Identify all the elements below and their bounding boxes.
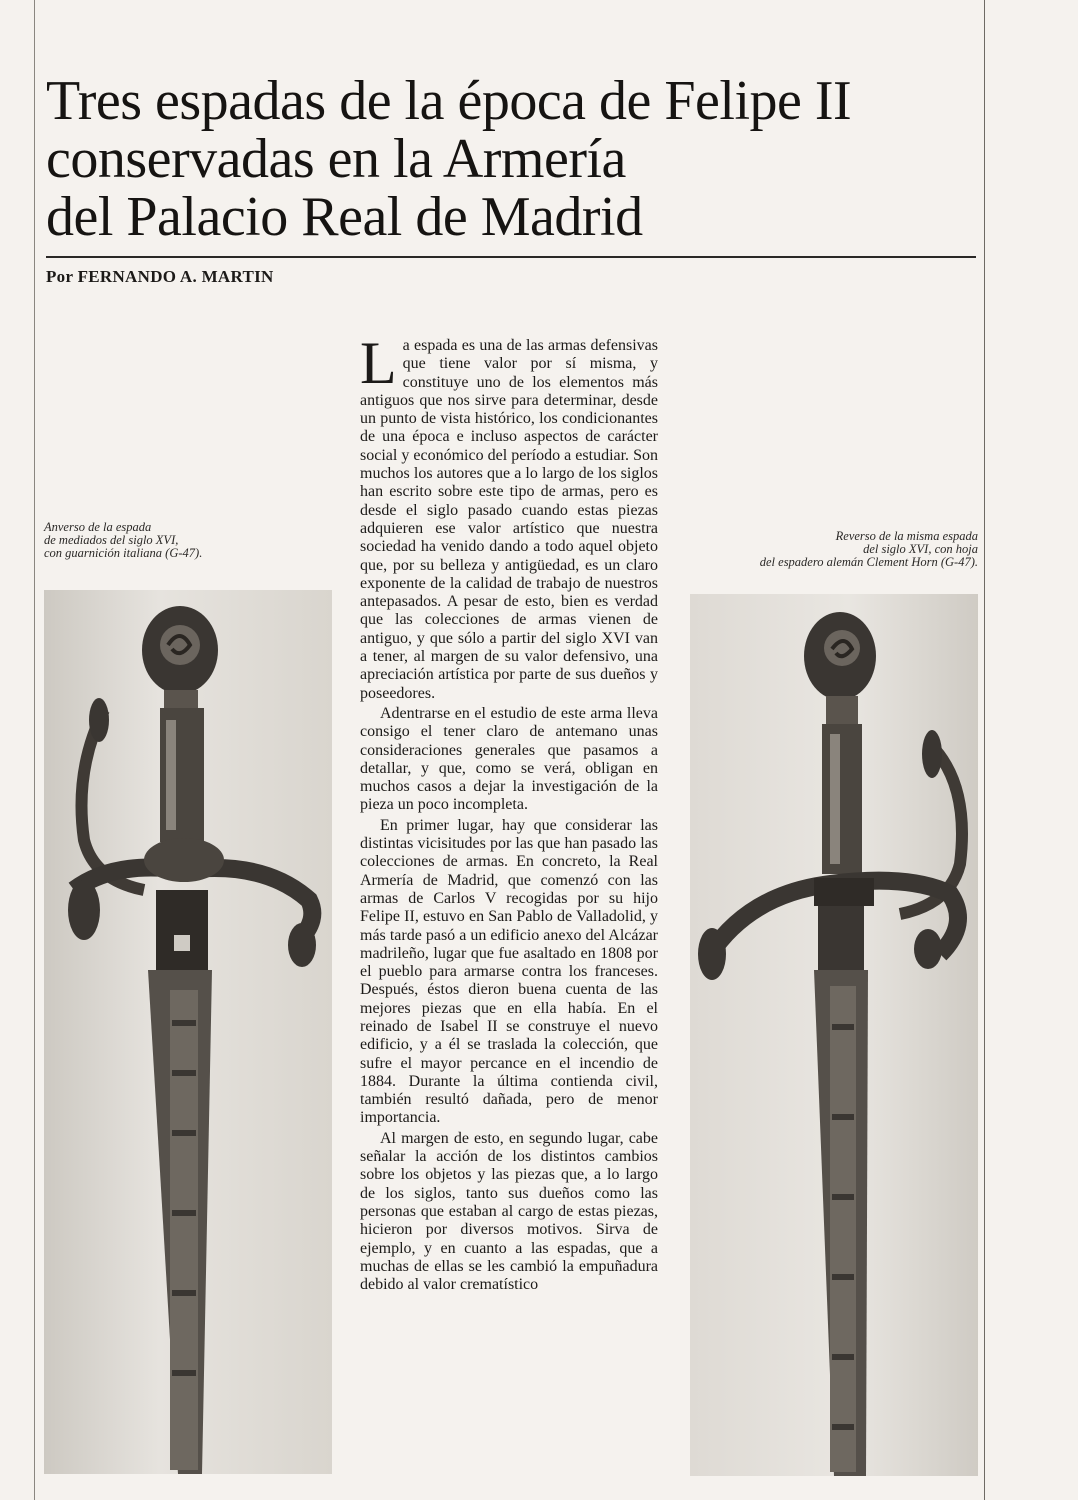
drop-cap: L	[360, 330, 397, 396]
sword-obverse-illustration	[44, 590, 332, 1474]
caption-left-line-3: con guarnición italiana (G-47).	[44, 546, 203, 560]
caption-right-line-1: Reverso de la misma espada	[835, 529, 978, 543]
byline: Por FERNANDO A. MARTIN	[46, 267, 274, 286]
article-title	[46, 72, 976, 246]
caption-left	[44, 521, 202, 560]
title-divider	[46, 256, 976, 258]
title-line-2: conservadas en la Armería	[46, 128, 626, 190]
article-paragraph-2: Adentrarse en el estudio de este arma lleva consigo el tener claro de antemano unas consideraciones generales que pasamos a detallar, y que, como se verá, obligan en muchos casos a dejar la investigación de la pieza un poco incompleta.	[360, 704, 658, 814]
caption-left-line-2: de mediados del siglo XVI,	[44, 533, 179, 547]
caption-right-line-3: del espadero alemán Clement Horn (G-47).	[759, 555, 978, 569]
left-margin-rule	[34, 0, 35, 1500]
sword-reverse-photo	[690, 594, 978, 1476]
right-margin-rule	[984, 0, 985, 1500]
caption-right	[720, 530, 978, 569]
sword-reverse-illustration	[690, 594, 978, 1476]
caption-right-line-2: del siglo XVI, con hoja	[863, 542, 978, 556]
paragraph-1-text: a espada es una de las armas defensivas que tiene valor por sí misma, y constituye uno de los elementos más antiguos que nos sirve para determinar, desde un punto de vista histórico, los condicionantes de una época e incluso aspectos de carácter social y económico del período a estudiar. Son muchos los autores que a lo largo de los siglos han escrito sobre este tipo de armas, pero es desde el siglo pasado cuando estas piezas adquieren ese valor artístico que nuestra sociedad ha venido dando a todo aquel objeto que, por su belleza y antigüedad, es un claro exponente de la calidad de trabajo de nuestros antepasados. A pesar de esto, bien es verdad que las colecciones de armas vienen de antiguo, y que sólo a partir del siglo XVI van a tener, al margen de su valor defensivo, una apreciación artística por parte de sus dueños y poseedores.	[360, 337, 658, 702]
article-paragraph-1	[360, 330, 658, 703]
article-paragraph-4: Al margen de esto, en segundo lugar, cabe señalar la acción de los distintos cambios sobre los objetos y las piezas que, a lo largo de los siglos, tanto sus dueños como las personas que estaban al cargo de estas piezas, hicieron por diversos motivos. Sirva de ejemplo, y en cuanto a las espadas, que a muchas de ellas se les cambió la empuñadura debido al valor crematístico	[360, 1129, 658, 1294]
sword-obverse-photo	[44, 590, 332, 1474]
article-paragraph-3: En primer lugar, hay que considerar las distintas vicisitudes por las que han pasado las colecciones de armas. En concreto, la Real Armería de Madrid, que comenzó con las armas de Carlos V recogidas por su hijo Felipe II, estuvo en San Pablo de Valladolid, y más tarde pasó a un edificio anexo del Alcázar madrileño, lugar que fue asaltado en 1808 por el pueblo para armarse contra los franceses. Después, éstos dieron buena cuenta de las mejores piezas que en ella había. En el reinado de Isabel II se construye el nuevo edificio, y a él se traslada la colección, que sufre el mayor percance en el incendio de 1884. Durante la última contienda civil, también resultó dañada, pero de menor importancia.	[360, 816, 658, 1127]
caption-left-line-1: Anverso de la espada	[44, 520, 152, 534]
article-body	[360, 330, 658, 1296]
title-line-3: del Palacio Real de Madrid	[46, 186, 643, 248]
title-line-1: Tres espadas de la época de Felipe II	[46, 70, 852, 132]
